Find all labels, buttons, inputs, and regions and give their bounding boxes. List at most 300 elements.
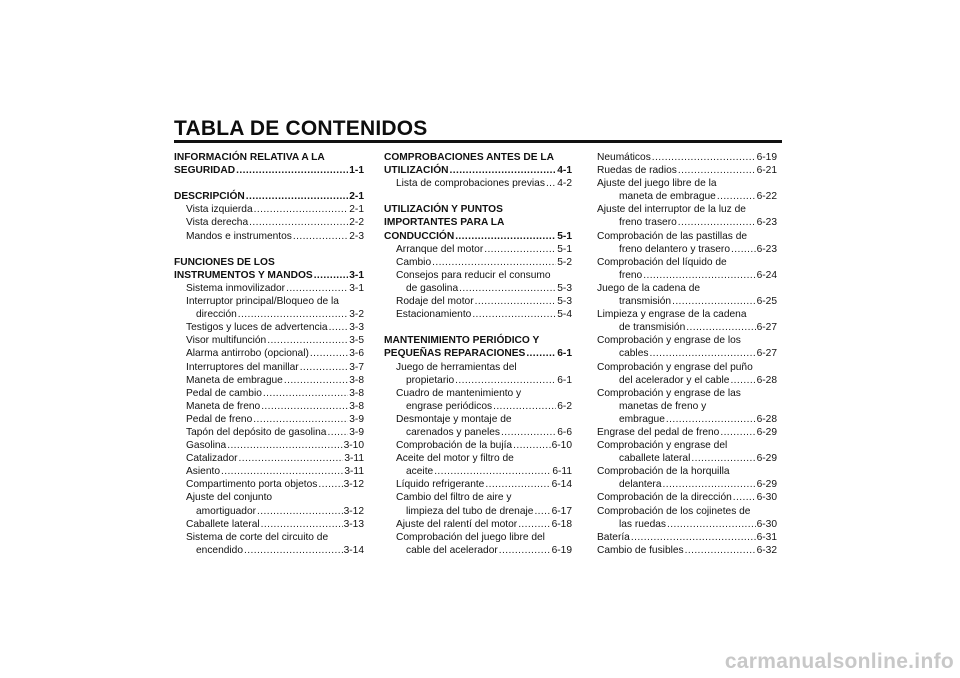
toc-page-number: 5-4 (557, 309, 572, 321)
toc-spacer (384, 321, 572, 334)
toc-entry-text: Comprobación del líquido de (597, 256, 727, 268)
toc-entry-text: Catalizador (186, 453, 238, 465)
toc-page-number: 6-23 (756, 217, 777, 229)
toc-entry[interactable] (597, 190, 777, 203)
toc-entry[interactable] (174, 465, 364, 478)
toc-entry-text: amortiguador (196, 505, 257, 517)
toc-entry-text: Visor multifunción (186, 335, 267, 347)
toc-entry[interactable] (174, 308, 364, 321)
toc-page-number: 3-8 (349, 387, 364, 399)
toc-entry[interactable] (174, 203, 364, 216)
toc-leader-dots (546, 177, 556, 190)
toc-entry-text: Comprobación de la horquilla (597, 466, 730, 478)
toc-leader-dots (666, 413, 756, 426)
toc-leader-dots (284, 374, 348, 387)
toc-entry-text: Líquido refrigerante (396, 479, 485, 491)
toc-leader-dots (472, 308, 556, 321)
toc-entry-heading (384, 361, 572, 374)
toc-entry[interactable] (597, 243, 777, 256)
toc-entry[interactable] (174, 347, 364, 360)
toc-page-number: 6-30 (756, 492, 777, 504)
toc-entry[interactable] (174, 334, 364, 347)
toc-entry-text: Testigos y luces de advertencia (186, 322, 328, 334)
toc-entry-text: Cambio (396, 256, 432, 268)
toc-entry[interactable] (384, 282, 572, 295)
toc-leader-dots (526, 347, 556, 360)
toc-page-number: 3-3 (349, 322, 364, 334)
toc-leader-dots (249, 216, 348, 229)
toc-entry-text: Ruedas de radios (597, 165, 677, 177)
toc-page-number: 2-3 (349, 230, 364, 242)
toc-entry-text: COMPROBACIONES ANTES DE LA (384, 152, 554, 163)
toc-entry-text: Caballete lateral (186, 518, 260, 530)
toc-entry-text: MANTENIMIENTO PERIÓDICO Y (384, 335, 540, 347)
toc-entry-heading (597, 387, 777, 400)
toc-entry-text: Ajuste del ralentí del motor (396, 518, 518, 530)
toc-entry[interactable] (597, 374, 777, 387)
toc-page-number: 3-9 (349, 413, 364, 425)
toc-leader-dots (455, 230, 556, 243)
toc-entry-text: Ajuste del juego libre de la (597, 178, 717, 190)
toc-page-number: 6-29 (756, 426, 777, 438)
toc-entry-text: Sistema de corte del circuito de (186, 531, 329, 543)
toc-entry-text: transmisión (619, 296, 672, 308)
toc-entry-text: Comprobación de la dirección (597, 492, 732, 504)
toc-entry[interactable] (384, 295, 572, 308)
toc-entry-text: Gasolina (186, 440, 227, 452)
toc-page-number: 4-1 (557, 165, 572, 177)
toc-leader-dots (221, 465, 343, 478)
toc-leader-dots (314, 269, 349, 282)
toc-entry-text: Limpieza y engrase de la cadena (597, 309, 747, 321)
page-title: TABLA DE CONTENIDOS (174, 117, 428, 140)
toc-entry-text: PEQUEÑAS REPARACIONES (384, 348, 526, 360)
toc-entry-heading (597, 465, 777, 478)
toc-entry[interactable] (174, 400, 364, 413)
toc-entry-text: de gasolina (406, 282, 459, 294)
toc-entry-text: las ruedas (619, 518, 667, 530)
toc-entry-text: encendido (196, 544, 244, 556)
toc-entry-text: Ajuste del interruptor de la luz de (597, 204, 746, 216)
toc-leader-dots (499, 544, 551, 557)
toc-entry[interactable] (174, 505, 364, 518)
toc-entry-text: dirección (196, 309, 237, 321)
toc-entry-heading (384, 203, 572, 216)
toc-leader-dots (318, 478, 342, 491)
toc-entry[interactable] (174, 321, 364, 334)
toc-entry[interactable] (174, 216, 364, 229)
toc-page-number: 2-1 (349, 204, 364, 216)
toc-leader-dots (631, 531, 756, 544)
toc-page-number: 6-18 (551, 518, 572, 530)
toc-entry[interactable] (597, 321, 777, 334)
toc-entry[interactable] (597, 295, 777, 308)
toc-entry-heading (597, 256, 777, 269)
toc-page-number: 4-2 (557, 178, 572, 190)
toc-leader-dots (432, 256, 556, 269)
toc-entry-text: Vista derecha (186, 217, 249, 229)
toc-entry-text: INSTRUMENTOS Y MANDOS (174, 269, 313, 281)
toc-entry[interactable] (597, 426, 777, 439)
toc-entry-text: Sistema inmovilizador (186, 282, 286, 294)
toc-spacer (174, 243, 364, 256)
toc-entry-text: Asiento (186, 466, 220, 478)
toc-page-number: 6-24 (756, 269, 777, 281)
toc-entry-text: Comprobación de los cojinetes de (597, 505, 751, 517)
toc-entry[interactable] (174, 452, 364, 465)
toc-leader-dots (730, 374, 755, 387)
toc-leader-dots (257, 505, 343, 518)
toc-entry[interactable] (597, 164, 777, 177)
toc-entry-heading (384, 413, 572, 426)
toc-page-number: 6-6 (557, 426, 572, 438)
toc-page-number: 3-7 (349, 361, 364, 373)
toc-entry-text: Interruptor principal/Bloqueo de la (186, 296, 339, 308)
toc-entry-text: CONDUCCIÓN (384, 230, 455, 242)
toc-entry[interactable] (174, 478, 364, 491)
toc-entry-heading (384, 269, 572, 282)
toc-entry[interactable] (597, 491, 777, 504)
title-rule (174, 140, 782, 143)
toc-entry[interactable] (384, 256, 572, 269)
toc-page-number: 6-25 (756, 296, 777, 308)
toc-page-number: 5-1 (557, 243, 572, 255)
toc-entry[interactable] (174, 518, 364, 531)
toc-entry-text: carenados y paneles (406, 426, 501, 438)
toc-entry-text: Comprobación y engrase del (597, 440, 728, 452)
toc-entry-text: UTILIZACIÓN (384, 165, 449, 177)
toc-page-number: 5-3 (557, 282, 572, 294)
toc-spacer (174, 177, 364, 190)
toc-entry-heading (384, 334, 572, 347)
toc-entry[interactable] (597, 269, 777, 282)
toc-entry[interactable] (384, 544, 572, 557)
toc-page-number: 3-1 (349, 269, 364, 281)
toc-entry[interactable] (174, 374, 364, 387)
toc-entry[interactable] (384, 439, 572, 452)
toc-leader-dots (455, 374, 556, 387)
toc-entry[interactable] (384, 177, 572, 190)
toc-entry[interactable] (597, 413, 777, 426)
toc-entry[interactable] (384, 374, 572, 387)
toc-entry[interactable] (384, 347, 572, 360)
toc-entry[interactable] (384, 243, 572, 256)
toc-entry-text: Rodaje del motor (396, 296, 474, 308)
toc-entry-heading (384, 531, 572, 544)
toc-entry[interactable] (174, 190, 364, 203)
toc-entry-text: delantera (619, 479, 662, 491)
toc-page-number: 6-10 (551, 440, 572, 452)
toc-page-number: 6-17 (551, 505, 572, 517)
toc-leader-dots (501, 426, 556, 439)
toc-page-number: 6-1 (557, 348, 572, 360)
toc-page-number: 3-8 (349, 374, 364, 386)
toc-leader-dots (685, 544, 756, 557)
toc-page-number: 6-21 (756, 165, 777, 177)
toc-entry[interactable] (174, 426, 364, 439)
toc-page-number: 6-28 (756, 374, 777, 386)
toc-entry[interactable] (174, 413, 364, 426)
toc-leader-dots (263, 387, 348, 400)
toc-entry-text: DESCRIPCIÓN (174, 191, 245, 203)
toc-page-number: 6-27 (756, 348, 777, 360)
toc-leader-dots (293, 230, 348, 243)
toc-entry-text: Ajuste del conjunto (186, 492, 273, 504)
toc-page-number: 5-1 (557, 230, 572, 242)
toc-entry-heading (597, 282, 777, 295)
toc-column-1 (174, 151, 364, 557)
toc-column-2 (384, 151, 572, 557)
toc-page-number: 3-13 (343, 518, 364, 530)
toc-entry[interactable] (174, 544, 364, 557)
toc-entry[interactable] (174, 164, 364, 177)
toc-entry-heading (384, 491, 572, 504)
toc-page-number: 5-3 (557, 296, 572, 308)
toc-entry[interactable] (174, 439, 364, 452)
toc-leader-dots (475, 295, 557, 308)
toc-leader-dots (672, 295, 756, 308)
toc-page-number: 6-29 (756, 453, 777, 465)
toc-leader-dots (434, 465, 551, 478)
toc-entry[interactable] (384, 230, 572, 243)
toc-column-3 (597, 151, 777, 557)
toc-entry-text: Mandos e instrumentos (186, 230, 292, 242)
toc-leader-dots (731, 243, 756, 256)
toc-entry-text: Compartimento porta objetos (186, 479, 318, 491)
toc-entry-text: embrague (619, 413, 665, 425)
toc-page-number: 6-28 (756, 413, 777, 425)
toc-entry-text: Lista de comprobaciones previas (396, 178, 545, 190)
toc-leader-dots (310, 347, 348, 360)
toc-leader-dots (485, 478, 550, 491)
toc-entry[interactable] (597, 216, 777, 229)
toc-entry[interactable] (174, 230, 364, 243)
toc-entry-heading (174, 531, 364, 544)
toc-leader-dots (717, 190, 756, 203)
watermark: carmanualsonline.info (724, 650, 954, 673)
toc-entry-heading (597, 505, 777, 518)
toc-entry-text: engrase periódicos (406, 400, 493, 412)
toc-entry-text: Tapón del depósito de gasolina (186, 426, 327, 438)
toc-leader-dots (254, 203, 349, 216)
toc-page-number: 6-30 (756, 518, 777, 530)
toc-entry-text: Comprobación y engrase de las (597, 387, 741, 399)
toc-page-number: 6-2 (557, 400, 572, 412)
toc-leader-dots (667, 518, 756, 531)
toc-entry-text: freno trasero (619, 217, 677, 229)
toc-leader-dots (513, 439, 551, 452)
toc-page-number: 6-1 (557, 374, 572, 386)
toc-entry[interactable] (597, 151, 777, 164)
toc-entry-text: Interruptores del manillar (186, 361, 299, 373)
toc-leader-dots (327, 426, 348, 439)
toc-entry-heading (597, 400, 777, 413)
toc-page-number: 3-2 (349, 309, 364, 321)
toc-leader-dots (267, 334, 348, 347)
toc-entry-text: Estacionamiento (396, 309, 472, 321)
toc-entry-text: Vista izquierda (186, 204, 253, 216)
toc-entry-text: limpieza del tubo de drenaje (406, 505, 534, 517)
toc-entry[interactable] (174, 282, 364, 295)
toc-entry-heading (597, 361, 777, 374)
toc-entry-heading (174, 256, 364, 269)
toc-leader-dots (720, 426, 755, 439)
toc-entry-heading (597, 439, 777, 452)
toc-page-number: 6-22 (756, 191, 777, 203)
toc-leader-dots (329, 321, 349, 334)
toc-entry[interactable] (597, 518, 777, 531)
toc-entry-text: Cambio de fusibles (597, 544, 684, 556)
toc-leader-dots (493, 400, 556, 413)
toc-entry-text: Alarma antirrobo (opcional) (186, 348, 309, 360)
toc-entry[interactable] (384, 400, 572, 413)
toc-leader-dots (662, 478, 755, 491)
toc-leader-dots (678, 164, 756, 177)
toc-leader-dots (733, 491, 756, 504)
toc-leader-dots (686, 321, 755, 334)
toc-entry-text: Comprobación de la bujía (396, 440, 513, 452)
toc-entry[interactable] (174, 387, 364, 400)
toc-leader-dots (459, 282, 556, 295)
toc-page-number: 3-9 (349, 426, 364, 438)
toc-entry-text: Cambio del filtro de aire y (396, 492, 512, 504)
toc-page-number: 6-31 (756, 531, 777, 543)
toc-entry-text: maneta de embrague (619, 191, 716, 203)
toc-leader-dots (678, 216, 756, 229)
toc-entry-text: Comprobación del juego libre del (396, 531, 545, 543)
toc-page-number: 6-27 (756, 322, 777, 334)
toc-entry-text: propietario (406, 374, 455, 386)
toc-entry-text: Engrase del pedal de freno (597, 426, 720, 438)
toc-entry[interactable] (174, 361, 364, 374)
toc-entry-text: Juego de herramientas del (396, 361, 517, 373)
toc-page-number: 3-12 (343, 479, 364, 491)
toc-entry-text: Aceite del motor y filtro de (396, 453, 514, 465)
toc-leader-dots (534, 505, 550, 518)
toc-leader-dots (484, 243, 556, 256)
toc-entry-text: Arranque del motor (396, 243, 484, 255)
toc-entry-text: cables (619, 348, 649, 360)
toc-page-number: 3-10 (343, 440, 364, 452)
toc-entry-text: IMPORTANTES PARA LA (384, 217, 505, 229)
toc-entry[interactable] (597, 347, 777, 360)
toc-leader-dots (518, 518, 550, 531)
toc-entry-heading (384, 151, 572, 164)
toc-entry-heading (174, 295, 364, 308)
toc-entry-heading (597, 177, 777, 190)
toc-entry-text: cable del acelerador (406, 544, 498, 556)
toc-entry-heading (384, 216, 572, 229)
toc-entry[interactable] (174, 269, 364, 282)
toc-entry-text: del acelerador y el cable (619, 374, 730, 386)
toc-leader-dots (286, 282, 348, 295)
toc-entry-heading (597, 308, 777, 321)
toc-leader-dots (652, 151, 756, 164)
toc-entry-text: freno delantero y trasero (619, 243, 730, 255)
toc-entry[interactable] (597, 544, 777, 557)
toc-page-number: 3-6 (349, 348, 364, 360)
toc-page-number: 2-2 (349, 217, 364, 229)
toc-leader-dots (450, 164, 557, 177)
toc-entry[interactable] (597, 531, 777, 544)
toc-entry-text: de transmisión (619, 322, 686, 334)
toc-entry-text: Maneta de embrague (186, 374, 283, 386)
toc-entry-text: Consejos para reducir el consumo (396, 269, 551, 281)
toc-entry-heading (597, 230, 777, 243)
toc-page-number: 3-11 (344, 453, 364, 465)
toc-page-number: 1-1 (349, 165, 364, 177)
toc-entry[interactable] (384, 465, 572, 478)
toc-page-number: 3-11 (344, 466, 364, 478)
toc-leader-dots (236, 164, 348, 177)
toc-leader-dots (246, 190, 349, 203)
toc-entry-text: SEGURIDAD (174, 165, 236, 177)
toc-entry-text: Cuadro de mantenimiento y (396, 387, 522, 399)
toc-page-number: 6-19 (756, 152, 777, 163)
toc-leader-dots (643, 269, 755, 282)
toc-page-number: 3-5 (349, 335, 364, 347)
toc-entry-text: UTILIZACIÓN Y PUNTOS (384, 204, 503, 216)
toc-entry-heading (174, 491, 364, 504)
toc-entry-heading (174, 151, 364, 164)
toc-page-number: 3-12 (343, 505, 364, 517)
toc-page-number: 3-8 (349, 400, 364, 412)
toc-entry[interactable] (597, 478, 777, 491)
toc-entry-heading (384, 452, 572, 465)
toc-entry[interactable] (384, 308, 572, 321)
toc-entry-heading (384, 387, 572, 400)
toc-entry-text: FUNCIONES DE LOS (174, 256, 275, 268)
toc-entry[interactable] (384, 426, 572, 439)
toc-leader-dots (649, 347, 755, 360)
toc-entry-heading (597, 203, 777, 216)
toc-leader-dots (239, 452, 344, 465)
toc-leader-dots (253, 413, 348, 426)
toc-page-number: 6-29 (756, 479, 777, 491)
toc-entry-text: aceite (406, 466, 434, 478)
toc-leader-dots (244, 544, 343, 557)
toc-entry-text: Desmontaje y montaje de (396, 413, 512, 425)
toc-entry[interactable] (384, 518, 572, 531)
toc-page-number: 6-14 (551, 479, 572, 491)
toc-entry-text: Neumáticos (597, 152, 651, 163)
toc-page-number: 6-23 (756, 243, 777, 255)
toc-page-number: 6-32 (756, 544, 777, 556)
toc-entry-text: manetas de freno y (619, 400, 707, 412)
toc-leader-dots (261, 400, 348, 413)
toc-entry-text: Juego de la cadena de (597, 282, 701, 294)
toc-spacer (384, 190, 572, 203)
toc-entry-text: Comprobación y engrase de los (597, 335, 741, 347)
toc-page-number: 2-1 (349, 191, 364, 203)
toc-leader-dots (227, 439, 342, 452)
toc-entry-heading (597, 334, 777, 347)
toc-entry[interactable] (384, 505, 572, 518)
toc-page-number: 6-11 (552, 466, 572, 478)
toc-entry-text: Comprobación y engrase del puño (597, 361, 753, 373)
toc-leader-dots (691, 452, 755, 465)
toc-entry-text: freno (619, 269, 643, 281)
toc-entry[interactable] (597, 452, 777, 465)
toc-page-number: 6-19 (551, 544, 572, 556)
toc-entry[interactable] (384, 164, 572, 177)
toc-entry-text: Maneta de freno (186, 400, 261, 412)
toc-leader-dots (300, 361, 349, 374)
toc-entry-text: Pedal de freno (186, 413, 253, 425)
toc-entry-text: caballete lateral (619, 453, 691, 465)
toc-entry-text: Batería (597, 531, 630, 543)
toc-entry[interactable] (384, 478, 572, 491)
